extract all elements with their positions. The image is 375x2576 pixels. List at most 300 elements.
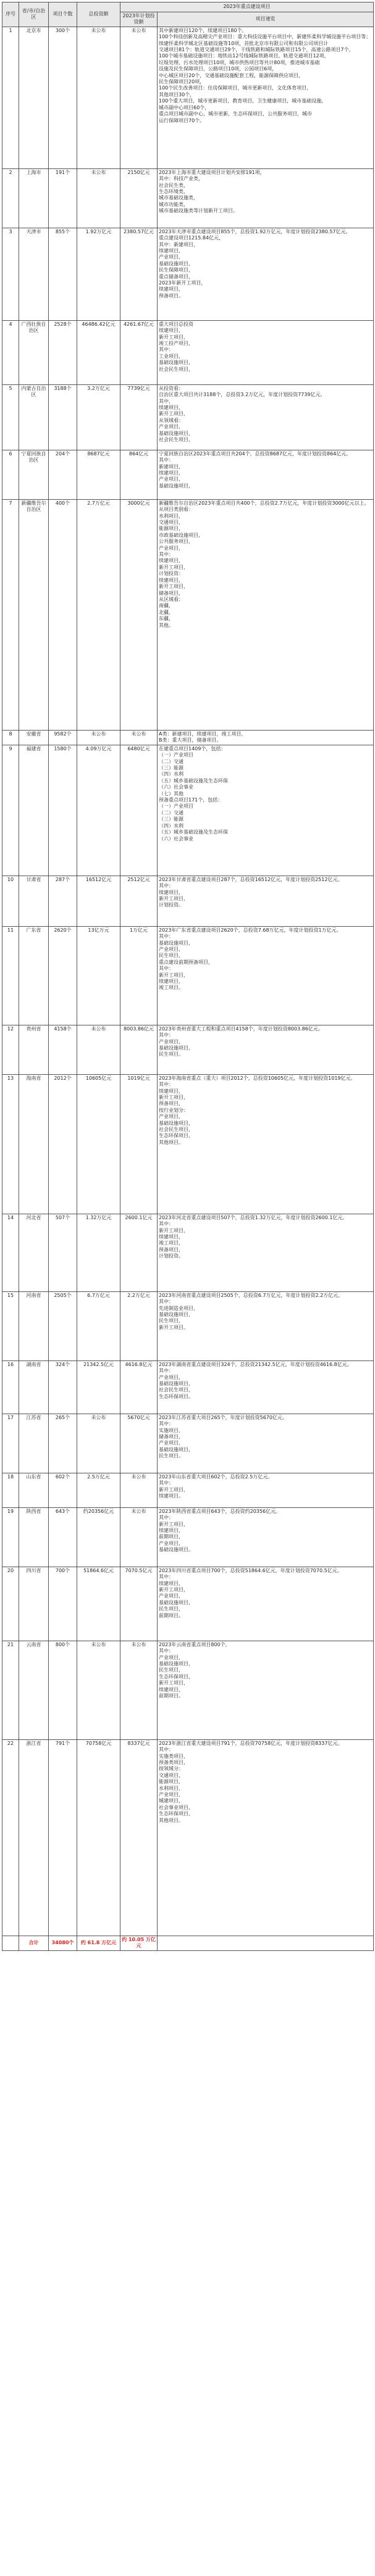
description-line: 其中：新建项目，: [159, 241, 198, 247]
row-province: 宁夏回族自治区: [19, 450, 49, 499]
description-line: 新开工项目，: [159, 334, 188, 340]
description-line: 其他项目。: [159, 1139, 183, 1145]
description-line: 新开工项目，: [159, 1486, 188, 1493]
row-province: 新疆维吾尔自治区: [19, 499, 49, 730]
description-line: 2023年湖南省重点建设项目324个，总投资21342.5亿元，年度计划投资4616.8亿元。: [159, 1361, 352, 1367]
row-province: 山东省: [19, 1473, 49, 1507]
description-line: 续建项目，: [159, 979, 183, 985]
description-line: 新开工项目。: [159, 1324, 188, 1330]
description-line: 预备类项目，: [159, 1760, 188, 1766]
description-line: 民生项目，: [159, 1606, 183, 1612]
table-row: [2, 1025, 374, 1074]
description-line: 城市基础设施类，: [159, 195, 198, 201]
description-line: 产业项目，: [159, 946, 183, 953]
table-body: [2, 27, 374, 1936]
description-line: 100个城市基础设施项目：地铁站12号线城际铁路项目，轨道交通项目12项，: [159, 53, 329, 59]
description-line: 在建重点项目1409个，包括：: [159, 745, 226, 752]
row-province: 上海市: [19, 168, 49, 228]
description-line: 100个重大项目，城市更新项目，教育项目，卫生健康项目，城市基础设施，: [159, 98, 327, 104]
description-line: 从项目类别看：: [159, 507, 193, 513]
description-line: 其中：: [159, 457, 174, 463]
row-total-investment: 未公布: [77, 1414, 120, 1473]
description-line: 社会民生项目，: [159, 437, 193, 443]
description-line: 产业项目，: [159, 1038, 183, 1045]
row-province: 海南省: [19, 1074, 49, 1214]
table-row: [2, 1739, 374, 1936]
table-row: [2, 384, 374, 450]
description-line: 自治区重大项目共计3188个，总投资3.2万亿元，年度计划投资7739亿元。: [159, 392, 326, 398]
row-plan-2023: 864亿元: [120, 450, 158, 499]
description-line: 东疆，: [159, 616, 174, 622]
row-index: 2: [2, 168, 19, 228]
row-project-count: 9582个: [49, 730, 77, 745]
description-line: 预备项目。: [159, 292, 183, 299]
row-province: 贵州省: [19, 1025, 49, 1074]
row-total-investment: 3.2万亿元: [77, 384, 120, 450]
row-description: [158, 1360, 374, 1414]
row-project-count: 4158个: [49, 1025, 77, 1074]
description-line: 运行保障项目70个。: [159, 117, 205, 123]
description-line: 续建项目，: [159, 558, 183, 564]
description-line: 计划投资。: [159, 902, 183, 908]
row-description: [158, 730, 374, 745]
description-line: 2023年广东省重点建设项目2620个，总投资7.68万亿元，年度计划投资1万亿元。: [159, 927, 342, 933]
description-line: 预备项目，: [159, 1101, 183, 1107]
row-description: [158, 320, 374, 384]
description-line: 2023年河南省重点建设项目2505个，总投资6.7万亿元，年度计划投资2.2万亿元。: [159, 1292, 343, 1298]
row-description: [158, 27, 374, 168]
row-index: 16: [2, 1360, 19, 1414]
description-line: 其中：: [159, 1515, 174, 1521]
description-line: 社会民生项目，: [159, 1387, 193, 1393]
row-plan-2023: 4261.67亿元: [120, 320, 158, 384]
row-index: 3: [2, 228, 19, 320]
description-line: 续建项目，: [159, 577, 183, 583]
header-project-count: 项目个数: [49, 2, 77, 27]
row-total-investment: 13亿万元: [77, 926, 120, 1025]
description-line: 续建项目，: [159, 248, 183, 254]
row-index: 20: [2, 1567, 19, 1641]
row-total-investment: 2.7万亿元: [77, 499, 120, 730]
description-line: 基础设施项目，: [159, 940, 193, 946]
row-index: 13: [2, 1074, 19, 1214]
description-line: 实施项目，: [159, 1427, 183, 1433]
description-line: 基础设施项目，: [159, 482, 193, 489]
row-total-investment: 未公布: [77, 1025, 120, 1074]
description-line: 竣工项目，: [159, 1240, 183, 1246]
description-line: 其他项目30个，: [159, 91, 195, 97]
row-plan-2023: 未公布: [120, 1641, 158, 1739]
row-index: 5: [2, 384, 19, 450]
description-line: 民生保障项目，: [159, 267, 193, 273]
description-line: 其中：: [159, 1480, 174, 1486]
description-line: 储备项目，: [159, 1434, 183, 1440]
description-line: 其中：: [159, 1299, 174, 1305]
description-line: 生态环保项目，: [159, 1673, 193, 1679]
description-line: 市政基础设施项目，: [159, 532, 203, 538]
description-line: 其中：: [159, 883, 174, 889]
row-description: [158, 168, 374, 228]
description-line: 宁夏回族自治区2023年重点项目共204个，总投资8687亿元，年度计划投资864亿元。: [159, 450, 352, 457]
description-line: 前期项目，: [159, 1534, 183, 1540]
table-row: [2, 926, 374, 1025]
description-line: 中心城区项目20个，交通基础设施配套工程，能源保障供应项目，: [159, 72, 304, 78]
row-project-count: 324个: [49, 1360, 77, 1414]
row-project-count: 300个: [49, 27, 77, 168]
description-line: （一）产业项目: [159, 803, 193, 810]
row-index: 9: [2, 745, 19, 876]
row-index: 8: [2, 730, 19, 745]
description-line: （五）城乡基础设施及生态环保: [159, 829, 228, 835]
row-province: 广东省: [19, 926, 49, 1025]
row-project-count: 855个: [49, 228, 77, 320]
description-line: 社会事业项目，: [159, 1804, 193, 1810]
description-line: （一）产业项目: [159, 752, 193, 758]
description-line: 能源项目，: [159, 526, 183, 532]
description-line: 按领域分：: [159, 1766, 183, 1772]
table-row: [2, 228, 374, 320]
row-total-investment: 46486.42亿元: [77, 320, 120, 384]
table-row: [2, 499, 374, 730]
row-project-count: 287个: [49, 876, 77, 926]
description-line: 2023年海南省重点（重大）项目2012个，总投资10605亿元，年度计划投资1019亿元。: [159, 1075, 356, 1081]
description-line: 新开工项目，: [159, 1587, 188, 1593]
description-line: 重点项目城市副中心，城市更新，生态环保项目，公共服务项目，城市: [159, 111, 312, 117]
description-line: 其中：: [159, 552, 174, 558]
row-province: 浙江省: [19, 1739, 49, 1936]
project-table: [2, 2, 374, 1951]
row-plan-2023: 1万亿元: [120, 926, 158, 1025]
row-index: 21: [2, 1641, 19, 1739]
row-index: 7: [2, 499, 19, 730]
row-project-count: 643个: [49, 1507, 77, 1567]
description-line: 产业项目，: [159, 254, 183, 260]
row-total-investment: 1.32万亿元: [77, 1214, 120, 1291]
description-line: 生态环保项目，: [159, 1133, 193, 1139]
description-line: 基础设施项目。: [159, 1547, 193, 1553]
description-line: 新开工项目，: [159, 1521, 188, 1527]
description-line: 产业项目，: [159, 476, 183, 482]
description-line: 续建项目。: [159, 1493, 183, 1499]
description-line: 续建项目，: [159, 470, 183, 476]
description-line: 2023年山东省重大项目602个，总投资2.5万亿元。: [159, 1473, 273, 1480]
total-plan: 约 10.05 万亿元: [120, 1936, 158, 1950]
description-line: 2023年陕西省重点项目643个，总投资约20356亿元。: [159, 1508, 281, 1514]
description-line: 2023年上海市重大建设项目计划共安排191项，: [159, 169, 265, 175]
description-line: A类：新建项目，续建项目，竣工项目，: [159, 731, 246, 737]
description-line: 先进制造业项目，: [159, 1305, 198, 1311]
description-line: 2023年天津市重点建设项目855个，总投资1.92万亿元，年度计划投资2380.57亿元。: [159, 228, 351, 234]
row-province: 云南省: [19, 1641, 49, 1739]
description-line: 设施及民生保障项目，公路项目10项，公园项目6项，: [159, 66, 277, 72]
row-plan-2023: 未公布: [120, 730, 158, 745]
description-line: 续建项目，: [159, 1686, 183, 1692]
row-total-investment: 10605亿元: [77, 1074, 120, 1214]
description-line: （四）水利: [159, 771, 183, 777]
description-line: B类：重大项目，储备项目。: [159, 737, 222, 743]
description-line: 工业项目，: [159, 353, 183, 359]
description-line: 计划投资：: [159, 571, 183, 577]
row-province: 天津市: [19, 228, 49, 320]
row-total-investment: 约20356亿元: [77, 1507, 120, 1567]
row-plan-2023: 未公布: [120, 1473, 158, 1507]
description-line: （四）水利: [159, 822, 183, 829]
row-plan-2023: 6480亿元: [120, 745, 158, 876]
row-plan-2023: 8337亿元: [120, 1739, 158, 1936]
header-plan-2023: 2023年计划投资额: [120, 12, 158, 27]
description-line: 基础设施项目，: [159, 1312, 193, 1318]
description-line: 新疆维吾尔自治区2023年重点项目共400个，总投资2.7万亿元，年度计划投资3000亿元以上。: [159, 500, 369, 506]
description-line: 续建项目，: [159, 1234, 183, 1240]
description-line: 城市副中心项目60个，: [159, 104, 210, 110]
description-line: 从区域看：: [159, 596, 183, 602]
row-index: 19: [2, 1507, 19, 1567]
description-line: 其中：: [159, 1368, 174, 1374]
row-plan-2023: 2380.57亿元: [120, 228, 158, 320]
table-row: [2, 1360, 374, 1414]
row-plan-2023: 2150亿元: [120, 168, 158, 228]
row-province: 北京市: [19, 27, 49, 168]
description-line: 基础设施项目，: [159, 1599, 193, 1605]
row-plan-2023: 2600.1亿元: [120, 1214, 158, 1291]
description-line: 生态环保项目。: [159, 1393, 193, 1399]
description-line: 产业项目，: [159, 1540, 183, 1546]
description-line: 交通项目，: [159, 520, 183, 526]
description-line: 城市功能类，: [159, 201, 188, 207]
row-plan-2023: 1019亿元: [120, 1074, 158, 1214]
row-province: 广西壮族自治区: [19, 320, 49, 384]
row-index: 1: [2, 27, 19, 168]
description-line: （六）社会事业: [159, 784, 193, 790]
row-total-investment: 8687亿元: [77, 450, 120, 499]
row-description: [158, 1414, 374, 1473]
header-province: 省/市/自治区: [19, 2, 49, 27]
description-line: 竣工项目。: [159, 985, 183, 991]
description-line: 2023年浙江省重大建设项目791个，总投资70758亿元，年度计划投资8337亿元。: [159, 1740, 343, 1746]
row-project-count: 2012个: [49, 1074, 77, 1214]
description-line: 续建项目，: [159, 405, 183, 411]
table-row: [2, 450, 374, 499]
description-line: 从领域看：: [159, 417, 183, 423]
description-line: 基础设施项目，: [159, 360, 193, 366]
table-row: [2, 730, 374, 745]
description-line: 续建项目，: [159, 889, 183, 895]
description-line: 其中：: [159, 1082, 174, 1088]
row-province: 四川省: [19, 1567, 49, 1641]
row-province: 河北省: [19, 1214, 49, 1291]
description-line: 社会民生项目，: [159, 366, 193, 372]
description-line: 北疆，: [159, 609, 174, 615]
row-total-investment: 2.5万亿元: [77, 1473, 120, 1507]
table-row: [2, 1507, 374, 1567]
description-line: 续建项目，: [159, 328, 183, 334]
description-line: 其中：: [159, 1221, 174, 1227]
row-plan-2023: 未公布: [120, 1507, 158, 1567]
description-line: （三）能源: [159, 816, 183, 822]
row-index: 10: [2, 876, 19, 926]
row-plan-2023: 7070.5亿元: [120, 1567, 158, 1641]
description-line: 社会民生项目，: [159, 1127, 193, 1133]
row-plan-2023: 3000亿元: [120, 499, 158, 730]
row-index: 17: [2, 1414, 19, 1473]
description-line: 基础设施项目，: [159, 260, 193, 267]
description-line: 100个科技创新及高精尖产业项目：重大科技设施平台项目中，新建怀柔科学城设施平台项目等；: [159, 34, 371, 40]
header-total-investment: 总投资额: [77, 2, 120, 27]
description-line: 民生项目，: [159, 1667, 183, 1673]
row-description: [158, 1025, 374, 1074]
description-line: 交通项目，: [159, 1772, 183, 1778]
description-line: 城建项目，: [159, 1798, 183, 1804]
description-line: 续建项目，: [159, 1088, 183, 1094]
description-line: 水利项目，: [159, 1785, 183, 1791]
description-line: 产业项目，: [159, 1654, 183, 1660]
description-line: 其中：: [159, 1032, 174, 1038]
row-project-count: 800个: [49, 1641, 77, 1739]
row-province: 安徽省: [19, 730, 49, 745]
row-province: 湖南省: [19, 1360, 49, 1414]
description-line: 新开工项目，: [159, 411, 188, 417]
row-description: [158, 1214, 374, 1291]
row-total-investment: 16512亿元: [77, 876, 120, 926]
description-line: 民生项目，: [159, 1318, 183, 1324]
table-row: [2, 320, 374, 384]
row-province: 江苏省: [19, 1414, 49, 1473]
row-province: 福建省: [19, 745, 49, 876]
table-row: [2, 1214, 374, 1291]
total-row: [2, 1936, 374, 1950]
row-project-count: 2505个: [49, 1291, 77, 1360]
description-line: （五）城乡基础设施及生态环保: [159, 777, 228, 784]
description-line: 产业项目，: [159, 424, 183, 430]
table-row: [2, 1473, 374, 1507]
description-line: 新开工项目，: [159, 584, 188, 590]
description-line: 计划投资。: [159, 1253, 183, 1259]
row-plan-2023: 2.2万亿元: [120, 1291, 158, 1360]
description-line: 民生保障项目20项，: [159, 79, 205, 85]
row-province: 甘肃省: [19, 876, 49, 926]
description-line: 产业项目，: [159, 1593, 183, 1599]
description-line: 基础设施项目，: [159, 1381, 193, 1387]
row-index: 11: [2, 926, 19, 1025]
row-total-investment: 70758亿元: [77, 1739, 120, 1936]
description-line: 基础设施项目，: [159, 1120, 193, 1126]
row-project-count: 791个: [49, 1739, 77, 1936]
description-line: 新开工项目，: [159, 564, 188, 570]
row-description: [158, 450, 374, 499]
description-line: 民生项目，: [159, 953, 183, 959]
total-investment: 约 61.8 万亿元: [77, 1936, 120, 1950]
description-line: 基础设施项目，: [159, 1446, 193, 1452]
description-line: 2023年四川省重点项目700个，总投资51864.6亿元，年度计划投资7070.5亿元。: [159, 1567, 342, 1573]
description-line: 2023年甘肃省重点建设项目287个，总投资16512亿元，年度计划投资2512亿元。: [159, 876, 343, 882]
description-line: 重大项目总投资: [159, 321, 193, 327]
row-total-investment: 未公布: [77, 730, 120, 745]
description-line: 预备重点项目171个，包括：: [159, 797, 223, 803]
description-line: 前期项目。: [159, 1612, 183, 1618]
row-description: [158, 1291, 374, 1360]
description-line: 其中，: [159, 398, 174, 404]
row-plan-2023: 7739亿元: [120, 384, 158, 450]
description-line: （七）其他: [159, 790, 183, 797]
table-header: [2, 2, 374, 27]
description-line: 预备项目，: [159, 1246, 183, 1253]
description-line: 2023年新开工项目，: [159, 280, 206, 286]
row-description: [158, 1641, 374, 1739]
description-line: （三）能源: [159, 765, 183, 771]
description-line: 产业项目，: [159, 1440, 183, 1446]
row-province: 陕西省: [19, 1507, 49, 1567]
row-description: [158, 384, 374, 450]
description-line: 从投资看：: [159, 385, 183, 391]
description-line: 垃圾处理、污水处理项目10项，城市供热项目等共计80项，推进城市基础: [159, 59, 320, 65]
description-line: 基础设施项目，: [159, 1045, 193, 1051]
row-plan-2023: 2512亿元: [120, 876, 158, 926]
description-line: 其中：: [159, 1421, 174, 1427]
description-line: （二）交通: [159, 758, 183, 764]
description-line: 2023年贵州省重大工程和重点项目4158个，年度计划投资8003.86亿元。: [159, 1025, 323, 1032]
table-row: [2, 1567, 374, 1641]
row-project-count: 191个: [49, 168, 77, 228]
description-line: 产业项目，: [159, 1374, 183, 1380]
table-row: [2, 1641, 374, 1739]
description-line: 新开工项目，: [159, 1227, 188, 1233]
row-province: 河南省: [19, 1291, 49, 1360]
description-line: 产业项目，: [159, 1792, 183, 1798]
description-line: 南疆，: [159, 603, 174, 609]
row-description: [158, 1074, 374, 1214]
description-line: 其中：: [159, 934, 174, 940]
row-project-count: 1580个: [49, 745, 77, 876]
description-line: 生态环境类，: [159, 189, 188, 195]
description-line: 续建项目，: [159, 286, 183, 292]
description-line: （二）交通: [159, 810, 183, 816]
description-line: 2023年江苏省重大项目265个，年度计划投资5670亿元。: [159, 1414, 287, 1420]
row-index: 15: [2, 1291, 19, 1360]
description-line: 按行业划分：: [159, 1107, 188, 1113]
row-total-investment: 未公布: [77, 168, 120, 228]
row-description: [158, 499, 374, 730]
header-group-2023: 2023年重点建设项目: [120, 2, 374, 12]
table-row: [2, 1074, 374, 1214]
row-description: [158, 1473, 374, 1507]
row-project-count: 507个: [49, 1214, 77, 1291]
row-plan-2023: 4616.8亿元: [120, 1360, 158, 1414]
description-line: 能源项目，: [159, 1779, 183, 1785]
description-line: 新开工项目，: [159, 972, 188, 978]
description-line: 产业项目，: [159, 545, 183, 551]
row-total-investment: 未公布: [77, 1641, 120, 1739]
description-line: 竣工投产项目，: [159, 341, 193, 347]
description-line: 公共服务项目，: [159, 539, 193, 545]
row-description: [158, 876, 374, 926]
row-project-count: 3188个: [49, 384, 77, 450]
total-description: [158, 1936, 374, 1950]
description-line: 其中：: [159, 1574, 174, 1580]
row-project-count: 204个: [49, 450, 77, 499]
row-project-count: 400个: [49, 499, 77, 730]
row-index: 18: [2, 1473, 19, 1507]
description-line: 其他项目。: [159, 1817, 183, 1823]
total-label: 合计: [19, 1936, 49, 1950]
description-line: 基础设施项目，: [159, 430, 193, 436]
row-plan-2023: 未公布: [120, 27, 158, 168]
table-row: [2, 876, 374, 926]
description-line: 新开工项目，: [159, 1680, 188, 1686]
description-line: 民生项目。: [159, 1051, 183, 1058]
description-line: 交通项目81个：轨道交通项目29个，干线铁路和城际铁路项目15个，高速公路项目7个，: [159, 47, 354, 53]
total-index: [2, 1936, 19, 1950]
description-line: 新开工项目，: [159, 1095, 188, 1101]
